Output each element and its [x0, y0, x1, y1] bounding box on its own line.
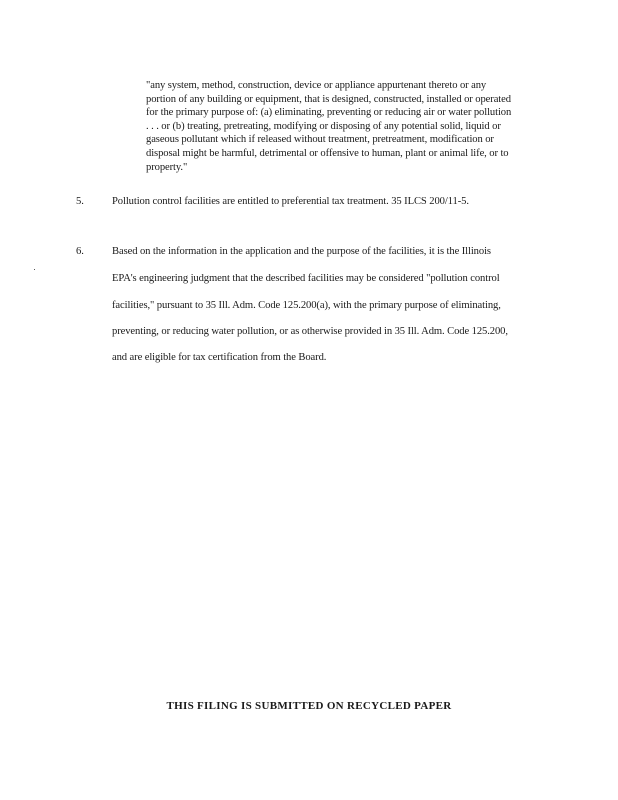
- quote-line: "any system, method, construction, device or appliance appurtenant thereto or any: [146, 80, 487, 91]
- item-6-line: and are eligible for tax certification from the Board.: [112, 352, 327, 363]
- quote-line: portion of any building or equipment, that is designed, constructed, installed or operated: [146, 93, 511, 105]
- item-6-line: preventing, or reducing water pollution, or as otherwise provided in 35 Ill. Adm. Code 125.200,: [112, 326, 508, 337]
- quote-line: for the primary purpose of: (a) eliminating, preventing or reducing air or water pollution: [146, 107, 512, 119]
- quote-line: gaseous pollutant which if released without treatment, pretreatment, modification or: [146, 134, 494, 146]
- quote-line: disposal might be harmful, detrimental or offensive to human, plant or animal life, or to: [146, 147, 509, 159]
- item-6-line: EPA's engineering judgment that the described facilities may be considered "pollution control: [112, 273, 500, 284]
- recycled-paper-footer: THIS FILING IS SUBMITTED ON RECYCLED PAPER: [166, 700, 452, 712]
- item-5-number: 5.: [76, 196, 84, 207]
- scan-speck: [34, 269, 35, 270]
- item-6-line: Based on the information in the application and the purpose of the facilities, it is the Illinois: [112, 246, 491, 257]
- item-6-line: facilities," pursuant to 35 Ill. Adm. Code 125.200(a), with the primary purpose of eliminating,: [112, 300, 501, 311]
- quote-line: . . . or (b) treating, pretreating, modifying or disposing of any potential solid, liquid or: [146, 120, 501, 132]
- item-6-number: 6.: [76, 246, 84, 257]
- quote-line: property.": [146, 161, 188, 173]
- definition-quote: [146, 79, 544, 174]
- item-5-text: Pollution control facilities are entitled to preferential tax treatment. 35 ILCS 200/11-5.: [112, 196, 469, 207]
